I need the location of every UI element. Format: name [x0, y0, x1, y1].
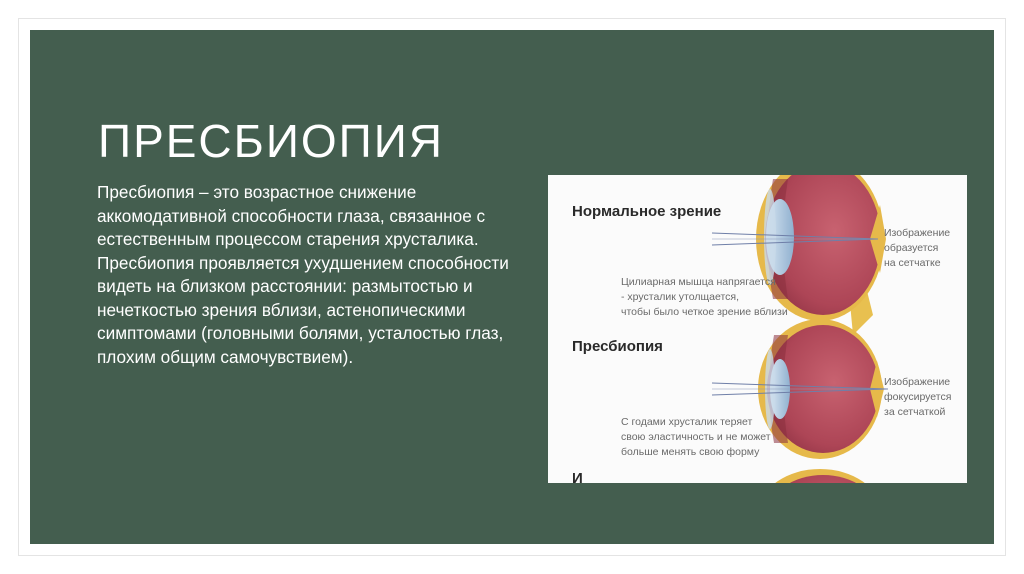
note-line: Изображение [884, 376, 951, 388]
normal-vision-heading: Нормальное зрение [572, 203, 722, 220]
cut-off-heading: И [572, 470, 583, 483]
note-line: чтобы было четкое зрение вблизи [621, 306, 788, 318]
note-line: за сетчаткой [884, 406, 946, 418]
note-line: Цилиарная мышца напрягается [621, 276, 776, 288]
note-line: свою эластичность и не может [621, 431, 771, 443]
normal-image-note [884, 226, 950, 271]
lens-elasticity-note [621, 415, 771, 460]
note-line: Изображение [884, 227, 951, 239]
note-line: образуется [884, 242, 939, 254]
note-line: на сетчатке [884, 257, 941, 269]
ciliary-muscle-note [621, 275, 788, 320]
slide-body [97, 181, 517, 369]
eye-diagram [548, 175, 967, 483]
note-line: фокусируется [884, 391, 952, 403]
presbyopia-heading: Пресбиопия [572, 338, 663, 355]
note-line: больше менять свою форму [621, 446, 760, 458]
note-line: С годами хрусталик теряет [621, 416, 753, 428]
presbyopia-image-note [884, 375, 951, 420]
body-paragraph: Пресбиопия – это возрастное снижение аккомодативной способности глаза, связанное с естественным процессом старения хрусталика. Пресбиопия проявляется ухудшением способности видеть на близком расстоянии: размытостью и нечеткостью зрения вблизи, астенопическими симптомами (головными болями, усталостью глаз, плохим общим самочувствием). [97, 182, 509, 367]
note-line: - хрусталик утолщается, [621, 291, 739, 303]
third-eye-illustration [760, 469, 880, 483]
slide-title: ПРЕСБИОПИЯ [98, 114, 445, 167]
